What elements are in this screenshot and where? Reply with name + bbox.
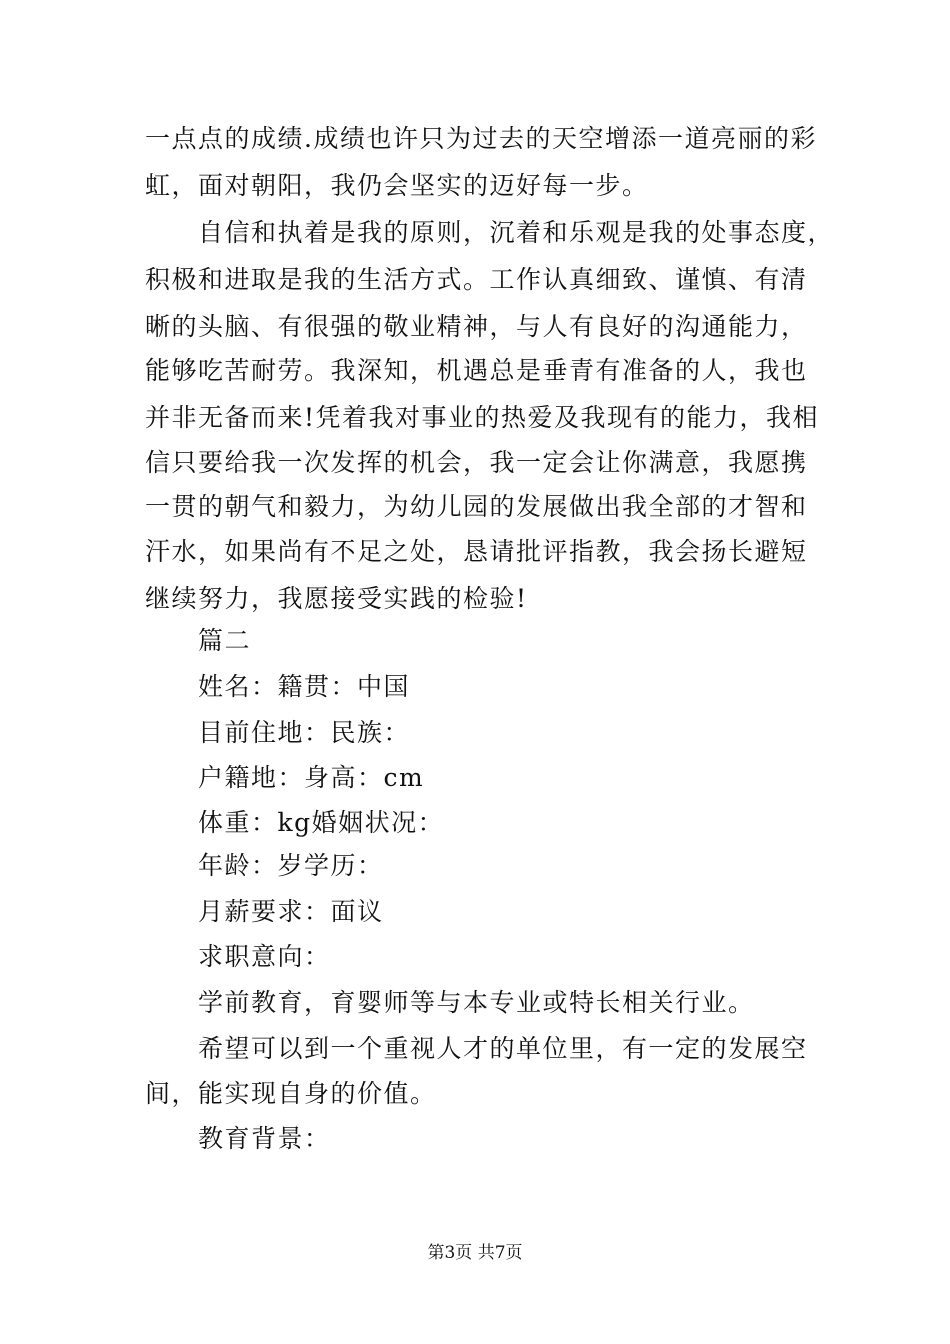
body-line: 间，能实现自身的价值。 (145, 1079, 437, 1108)
body-line: 能够吃苦耐劳。我深知，机遇总是垂青有准备的人，我也 (145, 356, 808, 385)
info-field: 年龄：岁学历： (198, 851, 384, 880)
body-line: 一贯的朝气和毅力，为幼儿园的发展做出我全部的才智和 (145, 492, 808, 521)
body-line: 希望可以到一个重视人才的单位里，有一定的发展空 (198, 1034, 808, 1063)
info-field: 户籍地：身高：cm (198, 763, 425, 792)
info-field: 求职意向： (198, 942, 331, 971)
body-line: 积极和进取是我的生活方式。工作认真细致、谨慎、有清 (145, 265, 808, 294)
body-line: 信只要给我一次发挥的机会，我一定会让你满意，我愿携 (145, 448, 808, 477)
body-line: 自信和执着是我的原则，沉着和乐观是我的处事态度， (198, 218, 835, 247)
body-line: 晰的头脑、有很强的敬业精神，与人有良好的沟通能力， (145, 312, 808, 341)
body-line: 一点点的成绩.成绩也许只为过去的天空增添一道亮丽的彩 (145, 124, 817, 153)
body-line: 汗水，如果尚有不足之处，恳请批评指教，我会扬长避短 (145, 537, 808, 566)
body-line: 虹，面对朝阳，我仍会坚实的迈好每一步。 (145, 171, 649, 200)
info-field: 姓名：籍贯：中国 (198, 672, 411, 701)
page-number: 第3页 共7页 (427, 1243, 523, 1263)
section-heading: 篇二 (198, 626, 252, 655)
body-line: 并非无备而来!凭着我对事业的热爱及我现有的能力，我相 (145, 403, 820, 432)
info-field: 月薪要求：面议 (198, 897, 384, 926)
body-line: 学前教育，育婴师等与本专业或特长相关行业。 (198, 988, 755, 1017)
info-field: 目前住地：民族： (198, 718, 411, 747)
body-line: 继续努力，我愿接受实践的检验! (145, 584, 528, 613)
body-line: 教育背景： (198, 1124, 331, 1153)
info-field: 体重：kg婚姻状况： (198, 808, 445, 837)
